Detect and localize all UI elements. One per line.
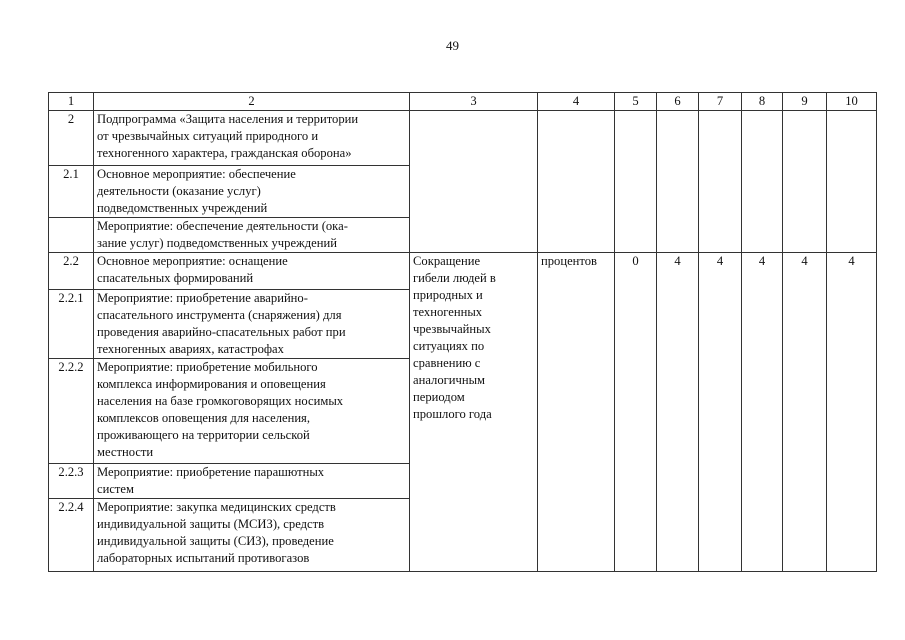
row-text: Подпрограмма «Защита населения и территории от чрезвычайных ситуаций природного и техногенного характера, гражданская оборона» bbox=[94, 111, 410, 166]
row-number: 2.2.1 bbox=[49, 290, 94, 359]
row-text: Мероприятие: приобретение парашютных систем bbox=[94, 464, 410, 499]
empty-cell bbox=[827, 111, 877, 253]
row-number: 2.2.2 bbox=[49, 359, 94, 464]
row-number: 2 bbox=[49, 111, 94, 166]
row-text: Основное мероприятие: оснащение спасательных формирований bbox=[94, 253, 410, 290]
indicator-text: Сокращение гибели людей в природных и техногенных чрезвычайных ситуациях по сравнению с аналогичным периодом прошлого года bbox=[410, 253, 538, 572]
row-number: 2.2 bbox=[49, 253, 94, 290]
page-number: 49 bbox=[446, 38, 459, 53]
header-row bbox=[49, 93, 877, 111]
indicator-value: 4 bbox=[783, 253, 827, 572]
row-number: 2.1 bbox=[49, 166, 94, 218]
header-cell: 4 bbox=[538, 93, 615, 111]
header-cell: 1 bbox=[49, 93, 94, 111]
indicator-value: 4 bbox=[657, 253, 699, 572]
indicator-value: 4 bbox=[742, 253, 783, 572]
empty-cell bbox=[657, 111, 699, 253]
indicators-table bbox=[48, 92, 877, 572]
header-cell: 9 bbox=[783, 93, 827, 111]
header-cell: 5 bbox=[615, 93, 657, 111]
header-cell: 10 bbox=[827, 93, 877, 111]
empty-cell bbox=[615, 111, 657, 253]
indicator-value: 0 bbox=[615, 253, 657, 572]
header-cell: 6 bbox=[657, 93, 699, 111]
row-number: 2.2.4 bbox=[49, 499, 94, 572]
header-cell: 7 bbox=[699, 93, 742, 111]
empty-cell bbox=[742, 111, 783, 253]
table-row bbox=[49, 253, 877, 290]
row-number: 2.2.3 bbox=[49, 464, 94, 499]
row-text: Основное мероприятие: обеспечение деятельности (оказание услуг) подведомственных учреждений bbox=[94, 166, 410, 218]
header-cell: 8 bbox=[742, 93, 783, 111]
row-text: Мероприятие: закупка медицинских средств индивидуальной защиты (МСИЗ), средств индивидуальной защиты (СИЗ), проведение лабораторных испытаний противогазов bbox=[94, 499, 410, 572]
row-text: Мероприятие: приобретение мобильного комплекса информирования и оповещения населения на базе громкоговорящих носимых комплексов оповещения для населения, проживающего на территории сельской местности bbox=[94, 359, 410, 464]
empty-cell bbox=[410, 111, 538, 253]
empty-cell bbox=[538, 111, 615, 253]
empty-cell bbox=[699, 111, 742, 253]
header-cell: 3 bbox=[410, 93, 538, 111]
indicator-value: 4 bbox=[827, 253, 877, 572]
indicator-value: 4 bbox=[699, 253, 742, 572]
row-text: Мероприятие: приобретение аварийно- спасательного инструмента (снаряжения) для проведения аварийно-спасательных работ при техногенных авариях, катастрофах bbox=[94, 290, 410, 359]
indicator-unit: процентов bbox=[538, 253, 615, 572]
row-number bbox=[49, 218, 94, 253]
row-text: Мероприятие: обеспечение деятельности (ока- зание услуг) подведомственных учреждений bbox=[94, 218, 410, 253]
empty-cell bbox=[783, 111, 827, 253]
header-cell: 2 bbox=[94, 93, 410, 111]
table-row bbox=[49, 111, 877, 166]
